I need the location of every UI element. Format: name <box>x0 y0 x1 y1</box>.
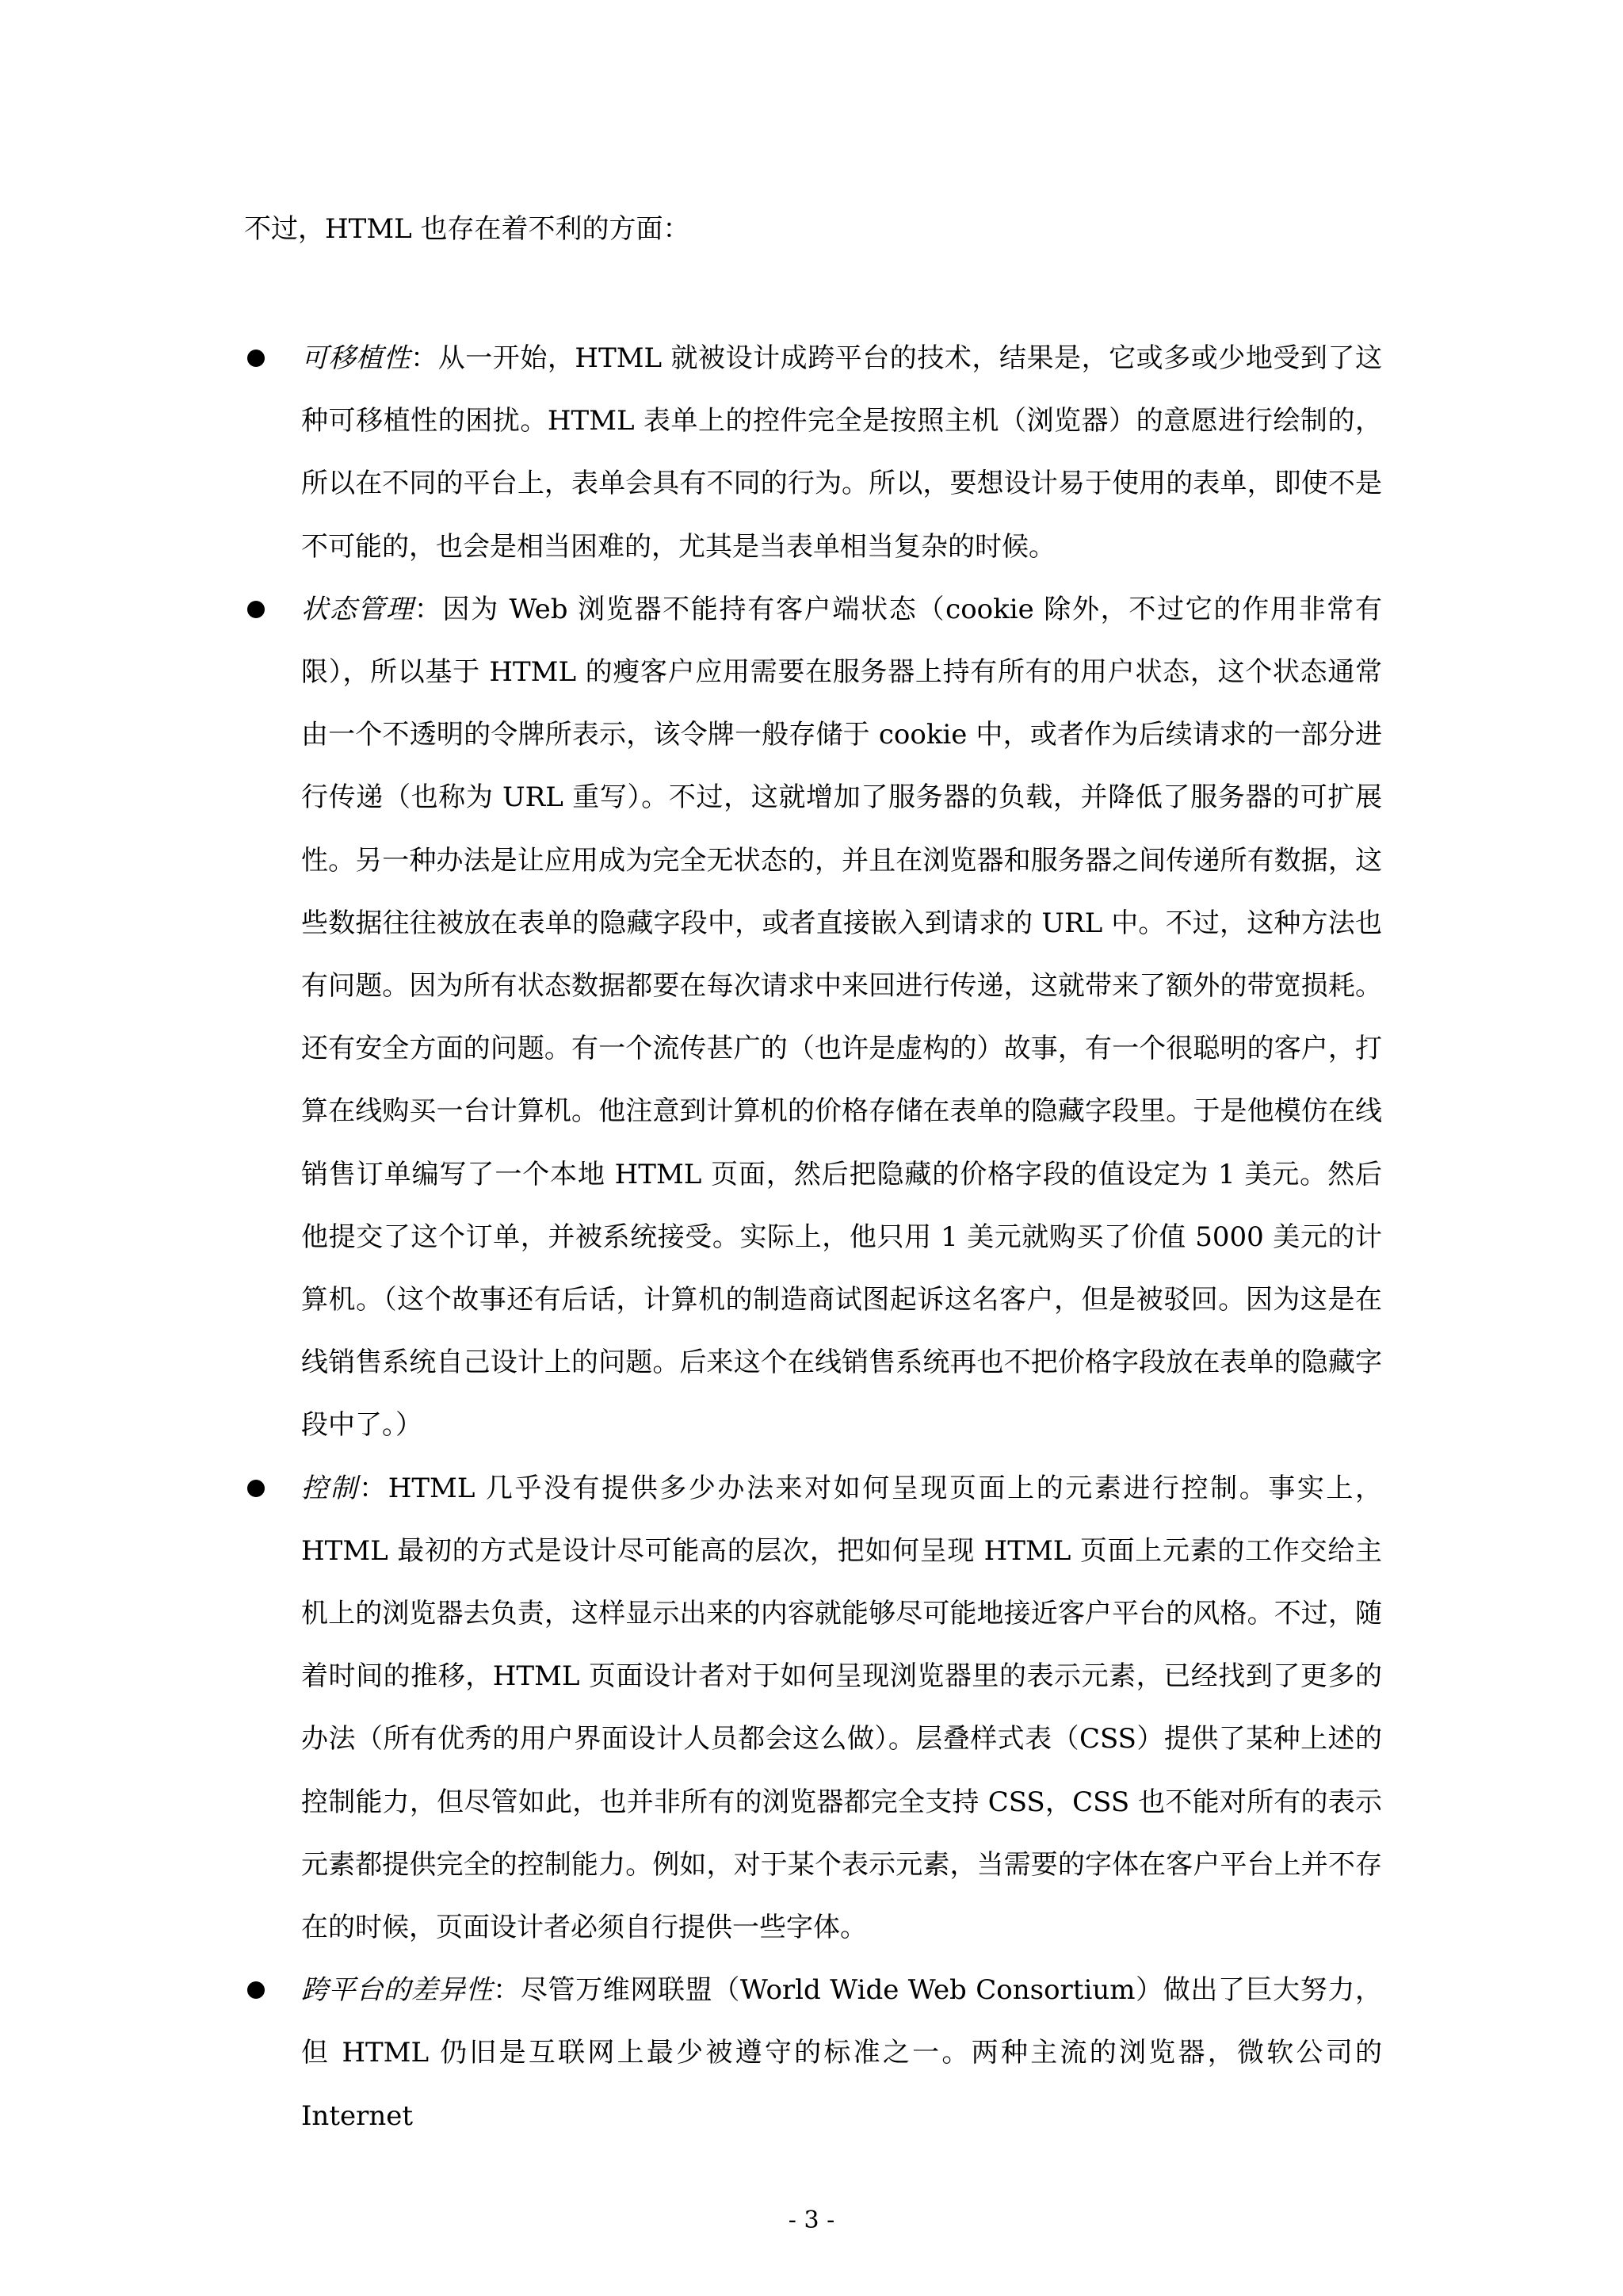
text-portability: ：从一开始，HTML 就被设计成跨平台的技术，结果是，它或多或少地受到了这种可移植性的困扰。HTML 表单上的控件完全是按照主机（浏览器）的意愿进行绘制的，所以在不同的平台上，表单会具有不同的行为。所以，要想设计易于使用的表单，即使不是不可能的，也会是相当困难的，尤其是当表单相当复杂的时候。 <box>301 342 1383 563</box>
bullet-icon <box>247 350 265 367</box>
list-item-control <box>244 1457 1382 1960</box>
intro-paragraph: 不过，HTML 也存在着不利的方面： <box>244 213 690 245</box>
page-number: - 3 - <box>788 2206 835 2234</box>
bullet-icon <box>247 1981 265 1999</box>
disadvantages-list <box>244 327 1382 2148</box>
text-state-management: ：因为 Web 浏览器不能持有客户端状态（cookie 除外，不过它的作用非常有限），所以基于 HTML 的瘦客户应用需要在服务器上持有所有的用户状态，这个状态通常由一个不透明的令牌所表示，该令牌一般存储于 cookie 中，或者作为后续请求的一部分进行传递（也称为 URL 重写）。不过，这就增加了服务器的负载，并降低了服务器的可扩展性。另一种办法是让应用成为完全无状态的，并且在浏览器和服务器之间传递所有数据，这些数据往往被放在表单的隐藏字段中，或者直接嵌入到请求的 URL 中。不过，这种方法也有问题。因为所有状态数据都要在每次请求中来回进行传递，这就带来了额外的带宽损耗。还有安全方面的问题。有一个流传甚广的（也许是虚构的）故事，有一个很聪明的客户，打算在线购买一台计算机。他注意到计算机的价格存储在表单的隐藏字段里。于是他模仿在线销售订单编写了一个本地 HTML 页面，然后把隐藏的价格字段的值设定为 1 美元。然后他提交了这个订单，并被系统接受。实际上，他只用 1 美元就购买了价值 5000 美元的计算机。（这个故事还有后话，计算机的制造商试图起诉这名客户，但是被驳回。因为这是在线销售系统自己设计上的问题。后来这个在线销售系统再也不把价格字段放在表单的隐藏字段中了。） <box>301 593 1383 1442</box>
text-control: ：HTML 几乎没有提供多少办法来对如何呈现页面上的元素进行控制。事实上，HTML 最初的方式是设计尽可能高的层次，把如何呈现 HTML 页面上元素的工作交给主机上的浏览器去负责，这样显示出来的内容就能够尽可能地接近客户平台的风格。不过，随着时间的推移，HTML 页面设计者对于如何呈现浏览器里的表示元素，已经找到了更多的办法（所有优秀的用户界面设计人员都会这么做）。层叠样式表（CSS）提供了某种上述的控制能力，但尽管如此，也并非所有的浏览器都完全支持 CSS，CSS 也不能对所有的表示元素都提供完全的控制能力。例如，对于某个表示元素，当需要的字体在客户平台上并不存在的时候，页面设计者必须自行提供一些字体。 <box>301 1472 1383 1944</box>
bullet-icon <box>247 601 265 618</box>
term-cross-platform: 跨平台的差异性 <box>301 1974 494 2007</box>
list-item-state-management <box>244 579 1382 1457</box>
bullet-icon <box>247 1480 265 1497</box>
list-item-cross-platform <box>244 1959 1382 2148</box>
list-item-portability <box>244 327 1382 579</box>
text-cross-platform: ：尽管万维网联盟（World Wide Web Consortium）做出了巨大努力，但 HTML 仍旧是互联网上最少被遵守的标准之一。两种主流的浏览器，微软公司的 Internet <box>301 1974 1382 2132</box>
term-state-management: 状态管理 <box>301 593 414 625</box>
term-control: 控制 <box>301 1472 360 1504</box>
term-portability: 可移植性 <box>301 342 411 374</box>
